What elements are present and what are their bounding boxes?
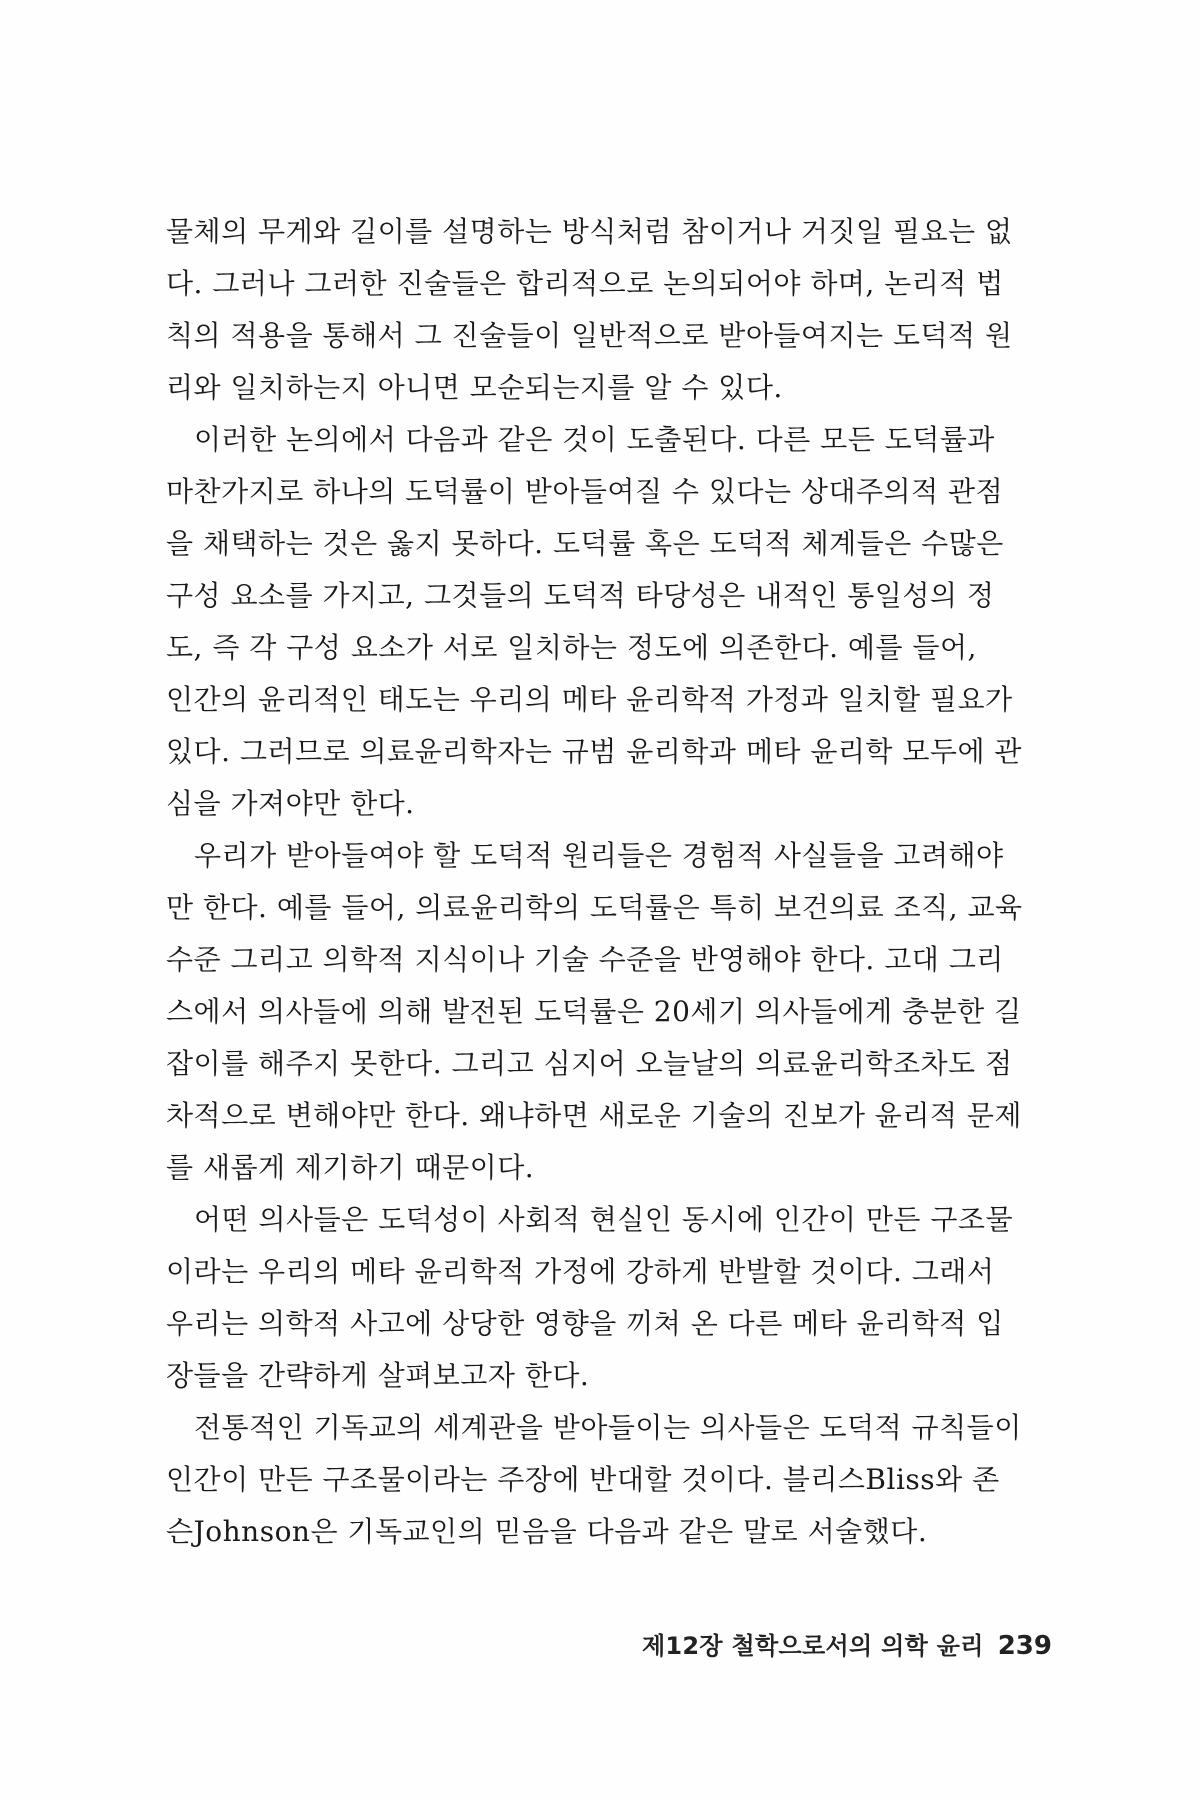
text-line: 이러한 논의에서 다음과 같은 것이 도출된다. 다른 모든 도덕률과 (194, 423, 995, 456)
text-line: 인간이 만든 구조물이라는 주장에 반대할 것이다. 블리스Bliss와 존 (166, 1463, 1000, 1496)
text-line: 슨Johnson은 기독교인의 믿음을 다음과 같은 말로 서술했다. (166, 1515, 928, 1548)
text-line: 을 채택하는 것은 옳지 못하다. 도덕률 혹은 도덕적 체계들은 수많은 (166, 527, 1004, 560)
text-line: 리와 일치하는지 아니면 모순되는지를 알 수 있다. (166, 371, 783, 404)
text-line: 우리는 의학적 사고에 상당한 영향을 끼쳐 온 다른 메타 윤리학적 입 (166, 1307, 1004, 1340)
chapter-title: 제12장 철학으로서의 의학 윤리 (641, 1632, 984, 1660)
text-line: 스에서 의사들에 의해 발전된 도덕률은 20세기 의사들에게 충분한 길 (166, 995, 1022, 1028)
text-line: 장들을 간략하게 살펴보고자 한다. (166, 1359, 590, 1392)
page-number: 239 (997, 1631, 1052, 1661)
body-text (166, 212, 1054, 1564)
text-line: 심을 가져야만 한다. (166, 787, 415, 820)
page-footer (642, 1630, 1052, 1662)
text-line: 마찬가지로 하나의 도덕률이 받아들여질 수 있다는 상대주의적 관점 (166, 475, 1004, 508)
text-line: 어떤 의사들은 도덕성이 사회적 현실인 동시에 인간이 만든 구조물 (194, 1203, 1014, 1236)
text-line: 수준 그리고 의학적 지식이나 기술 수준을 반영해야 한다. 고대 그리 (166, 943, 1004, 976)
text-line: 전통적인 기독교의 세계관을 받아들이는 의사들은 도덕적 규칙들이 (194, 1411, 1022, 1444)
text-line: 물체의 무게와 길이를 설명하는 방식처럼 참이거나 거짓일 필요는 없 (166, 215, 1013, 248)
text-line: 만 한다. 예를 들어, 의료윤리학의 도덕률은 특히 보건의료 조직, 교육 (166, 891, 1023, 924)
text-line: 를 새롭게 제기하기 때문이다. (166, 1151, 535, 1184)
text-line: 도, 즉 각 구성 요소가 서로 일치하는 정도에 의존한다. 예를 들어, (166, 631, 977, 664)
text-line: 칙의 적용을 통해서 그 진술들이 일반적으로 받아들여지는 도덕적 원 (166, 319, 1013, 352)
text-line: 차적으로 변해야만 한다. 왜냐하면 새로운 기술의 진보가 윤리적 문제 (166, 1099, 1022, 1132)
text-line: 구성 요소를 가지고, 그것들의 도덕적 타당성은 내적인 통일성의 정 (166, 579, 995, 612)
text-line: 이라는 우리의 메타 윤리학적 가정에 강하게 반발할 것이다. 그래서 (166, 1255, 995, 1288)
text-line: 우리가 받아들여야 할 도덕적 원리들은 경험적 사실들을 고려해야 (194, 839, 1004, 872)
text-line: 있다. 그러므로 의료윤리학자는 규범 윤리학과 메타 윤리학 모두에 관 (166, 735, 1022, 768)
text-line: 인간의 윤리적인 태도는 우리의 메타 윤리학적 가정과 일치할 필요가 (166, 683, 1013, 716)
text-line: 잡이를 해주지 못한다. 그리고 심지어 오늘날의 의료윤리학조차도 점 (166, 1047, 1013, 1080)
text-line: 다. 그러나 그러한 진술들은 합리적으로 논의되어야 하며, 논리적 법 (166, 267, 1004, 300)
